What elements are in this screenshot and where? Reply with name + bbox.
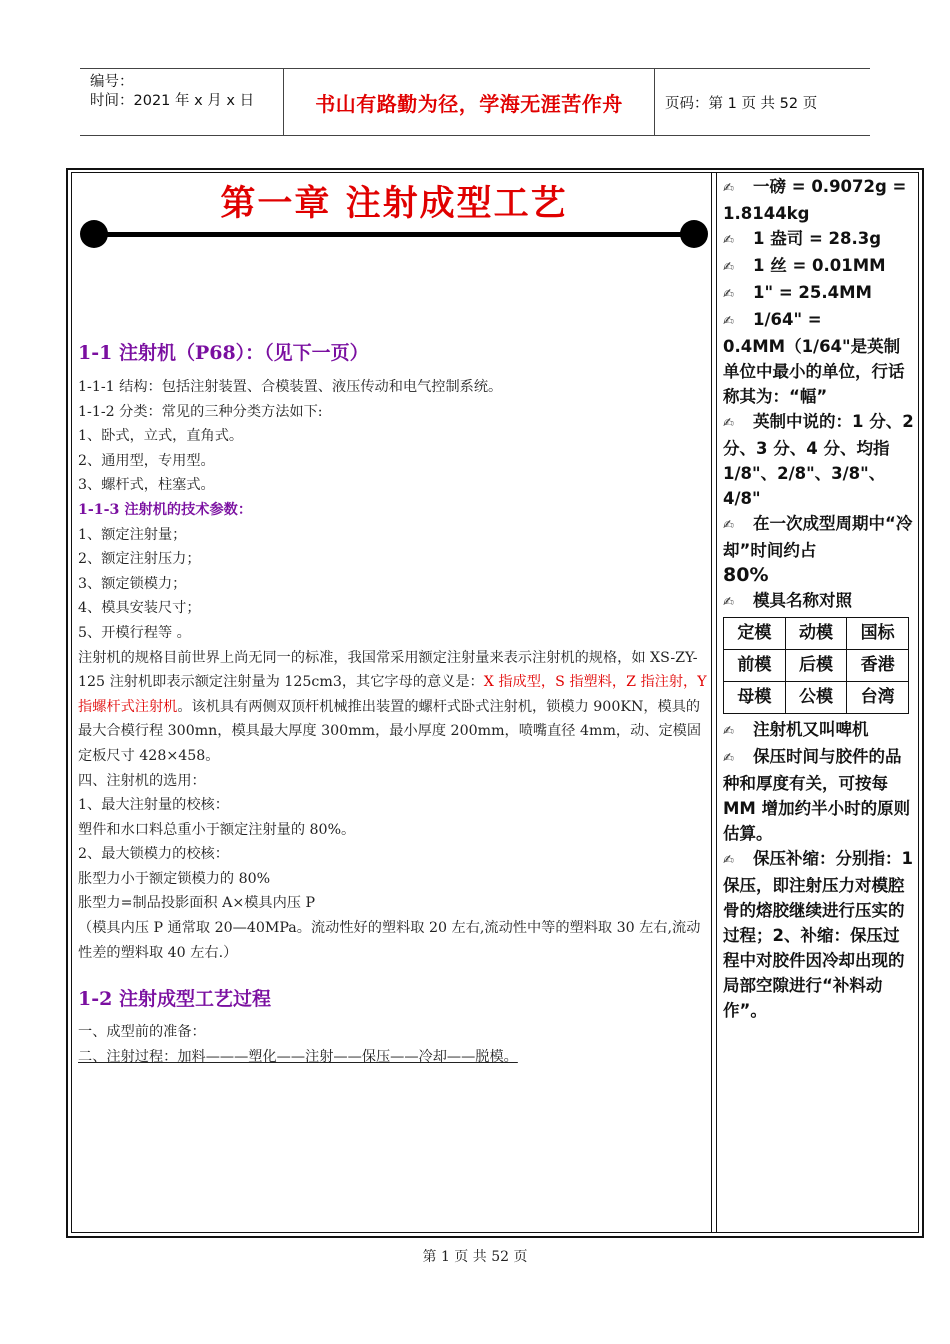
- body-line: 2、通用型，专用型。: [78, 452, 215, 469]
- note-item: ✍ 英制中说的：1 分、2 分、3 分、4 分、均指: [723, 412, 914, 458]
- selection-line: 四、注射机的选用：: [78, 772, 206, 789]
- pencil-icon: ✍: [723, 518, 734, 533]
- table-row: [724, 650, 909, 682]
- note-item: ✍ 1 盎司 = 28.3g: [723, 226, 915, 253]
- note-item: 1/8"、2/8"、3/8"、4/8": [723, 464, 886, 508]
- body-line: 二、注射过程：加料———塑化——注射——保压——冷却——脱模。: [78, 1049, 518, 1065]
- note-item: ✍ 1" = 25.4MM: [723, 280, 915, 307]
- note-item: ✍ 模具名称对照: [723, 588, 915, 615]
- mold-name-table: [723, 617, 909, 714]
- sub-heading: 1-1-3 注射机的技术参数：: [78, 501, 253, 518]
- page-info: 页码：第 1 页 共 52 页: [665, 95, 818, 112]
- body-line: 一、成型前的准备：: [78, 1024, 206, 1040]
- selection-line: （模具内压 P 通常取 20—40MPa。流动性好的塑料取 20 左右,流动性中等的塑料取 30 左右,流动性差的塑料取 40 左右.）: [78, 920, 701, 961]
- section-heading: 1-1 注射机（P68）：（见下一页）: [78, 342, 369, 364]
- pencil-icon: ✍: [723, 751, 734, 766]
- table-cell: 定模: [724, 618, 786, 650]
- pencil-icon: ✍: [723, 260, 734, 275]
- param-line: 3、额定锁模力；: [78, 575, 187, 592]
- note-item: ✍ 保压时间与胶件的品种和厚度有关，可按每 MM 增加约半小时的原则估算。: [723, 747, 911, 843]
- body-line: 3、螺杆式，柱塞式。: [78, 477, 215, 494]
- selection-line: 胀型力小于额定锁模力的 80%: [78, 870, 271, 887]
- table-cell: 公模: [785, 682, 847, 714]
- table-cell: 台湾: [847, 682, 909, 714]
- pencil-icon: ✍: [723, 314, 734, 329]
- note-item: 80%: [723, 564, 769, 586]
- spec-text: 注射机的规格目前世界上尚无同一的标准，我国常采用额定注射量来表示注射机的规格，如 XS-ZY-125 注射机即表示额定注射量为 125cm3，其它字母的意义是：: [78, 649, 698, 691]
- title-bar: [94, 232, 694, 237]
- table-cell: 前模: [724, 650, 786, 682]
- selection-line: 塑件和水口料总重小于额定注射量的 80%。: [78, 821, 356, 838]
- table-cell: 后模: [785, 650, 847, 682]
- column-divider: [716, 172, 717, 1233]
- param-line: 1、额定注射量；: [78, 526, 187, 543]
- section-body: [78, 1020, 708, 1070]
- note-item: 0.4MM（1/64"是英制单位中最小的单位，行话称其为：“幅”: [723, 337, 905, 406]
- section-heading: 1-2 注射成型工艺过程: [78, 988, 271, 1010]
- selection-line: 2、最大锁模力的校核：: [78, 846, 229, 863]
- param-line: 2、额定注射压力；: [78, 551, 201, 568]
- note-item: ✍ 一磅 = 0.9072g = 1.8144kg: [723, 177, 907, 223]
- section-body: [78, 375, 708, 965]
- header-motto-cell: [283, 69, 655, 135]
- column-divider: [711, 172, 712, 1233]
- selection-line: 1、最大注射量的校核：: [78, 797, 229, 814]
- pencil-icon: ✍: [723, 853, 734, 868]
- chapter-title: 第一章 注射成型工艺: [220, 183, 568, 224]
- note-item: ✍ 1/64" =: [723, 307, 915, 334]
- pencil-icon: ✍: [723, 595, 734, 610]
- page-footer: 第 1 页 共 52 页: [422, 1249, 528, 1265]
- spec-highlight: X 指成型，S 指塑料，Z 指注射，Y 指螺杆式注射机: [78, 674, 707, 715]
- title-bar-knob: [680, 220, 708, 248]
- table-cell: 母模: [724, 682, 786, 714]
- selection-line: 胀型力=制品投影面积 A×模具内压 P: [78, 895, 316, 912]
- table-cell: 动模: [785, 618, 847, 650]
- spec-text: 。该机具有两侧双顶杆机械推出装置的螺杆式卧式注射机，锁模力 900KN，模具的最大合模行程 300mn，模具最大厚度 300mm，最小厚度 200mm，喷嘴直径 4mm，动、定模固定板尺寸 428×458。: [78, 698, 702, 764]
- pencil-icon: ✍: [723, 724, 734, 739]
- table-row: [724, 618, 909, 650]
- motto: 书山有路勤为径，学海无涯苦作舟: [315, 91, 623, 116]
- note-item: ✍ 注射机又叫啤机: [723, 717, 915, 744]
- note-item: ✍ 保压补缩：分别指：1 保压，即注射压力对模腔骨的熔胶继续进行压实的过程；2、补缩：保压过程中对胶件因冷却出现的局部空隙进行“补料动作”。: [723, 849, 913, 1020]
- pencil-icon: ✍: [723, 416, 734, 431]
- param-line: 4、模具安装尺寸；: [78, 600, 201, 617]
- pencil-icon: ✍: [723, 287, 734, 302]
- param-line: 5、开模行程等 。: [78, 624, 191, 641]
- pencil-icon: ✍: [723, 233, 734, 248]
- code-label: 编号：: [90, 74, 134, 90]
- body-line: 1、卧式，立式，直角式。: [78, 428, 244, 445]
- sidebar-notes: [723, 174, 915, 1023]
- table-row: [724, 682, 909, 714]
- spec-paragraph: [78, 646, 708, 769]
- body-line: 1-1-1 结构：包括注射装置、合模装置、液压传动和电气控制系统。: [78, 379, 503, 395]
- table-cell: 香港: [847, 650, 909, 682]
- header-meta: [80, 69, 283, 135]
- table-cell: 国标: [847, 618, 909, 650]
- body-line: 1-1-2 分类：常见的三种分类方法如下:: [78, 403, 323, 420]
- note-item: ✍ 1 丝 = 0.01MM: [723, 253, 915, 280]
- pencil-icon: ✍: [723, 181, 734, 196]
- note-item: ✍ 在一次成型周期中“冷却”时间约占: [723, 514, 913, 560]
- page-header: [80, 68, 870, 136]
- time-label: 时间：2021 年 x 月 x 日: [90, 93, 255, 109]
